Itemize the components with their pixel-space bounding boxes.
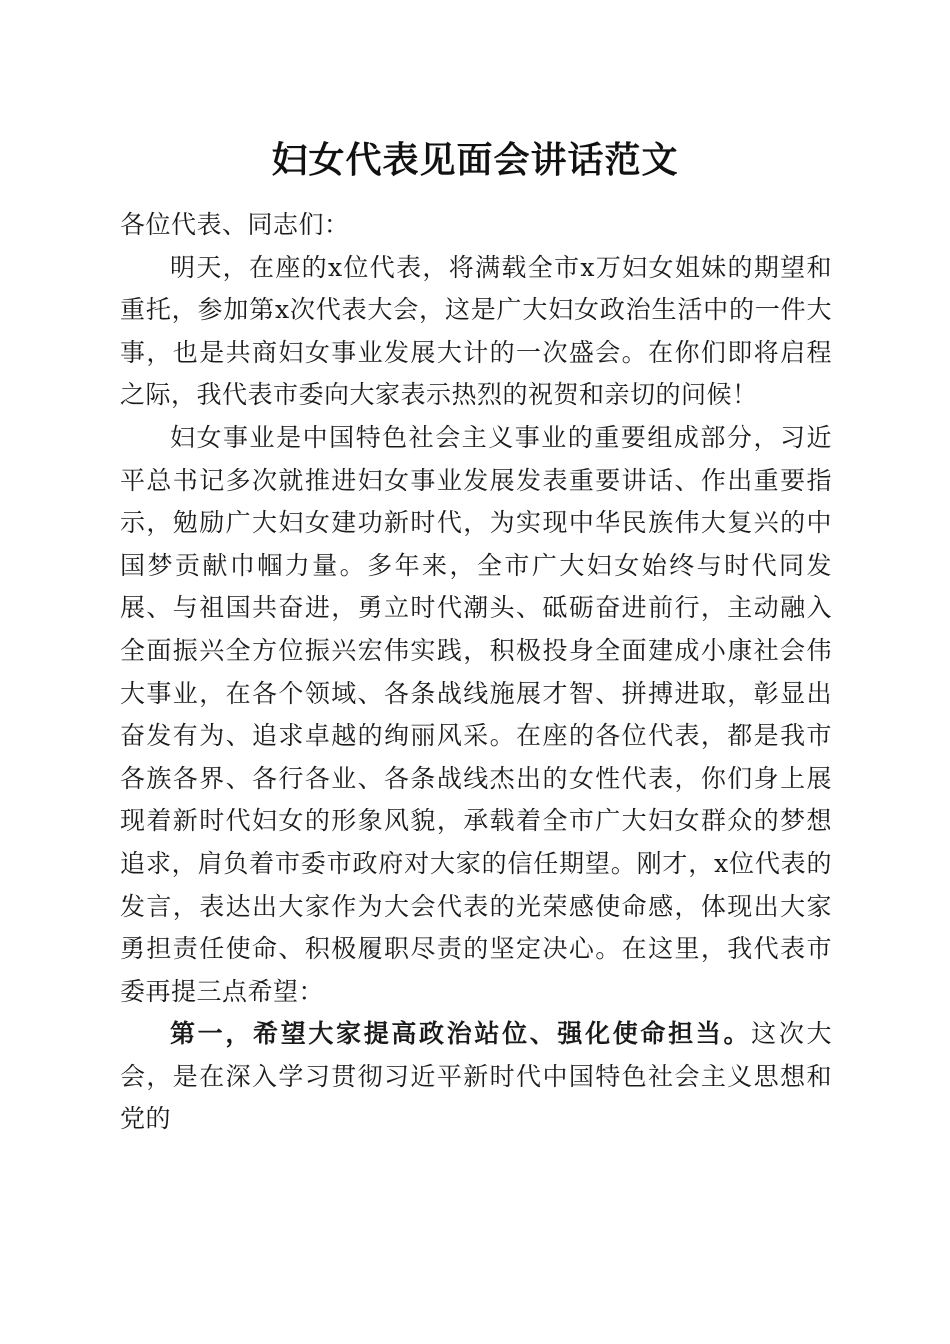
document-title: 妇女代表见面会讲话范文 — [271, 139, 679, 181]
salutation: 各位代表、同志们： — [120, 210, 350, 239]
document-body — [120, 204, 832, 1141]
point-heading: 第一，希望大家提高政治站位、强化使命担当。 — [170, 1019, 752, 1049]
paragraph — [120, 1013, 832, 1141]
paragraph: 明天，在座的x位代表，将满载全市x万妇女姐妹的期望和重托，参加第x次代表大会，这是广大妇女政治生活中的一件大事，也是共商妇女事业发展大计的一次盛会。在你们即将启程之际，我代表市委向大家表示热烈的祝贺和亲切的问候！ — [120, 252, 832, 410]
paragraph: 妇女事业是中国特色社会主义事业的重要组成部分，习近平总书记多次就推进妇女事业发展发表重要讲话、作出重要指示，勉励广大妇女建功新时代，为实现中华民族伟大复兴的中国梦贡献巾帼力量。多年来，全市广大妇女始终与时代同发展、与祖国共奋进，勇立时代潮头、砥砺奋进前行，主动融入全面振兴全方位振兴宏伟实践，积极投身全面建成小康社会伟大事业，在各个领域、各条战线施展才智、拼搏进取，彰显出奋发有为、追求卓越的绚丽风采。在座的各位代表，都是我市各族各界、各行各业、各条战线杰出的女性代表，你们身上展现着新时代妇女的形象风貌，承载着全市广大妇女群众的梦想追求，肩负着市委市政府对大家的信任期望。刚才，x位代表的发言，表达出大家作为大会代表的光荣感使命感，体现出大家勇担责任使命、积极履职尽责的坚定决心。在这里，我代表市委再提三点希望： — [120, 422, 832, 1006]
point-text: 这次大会，是在深入学习贯彻习近平新时代中国特色社会主义思想和党的 — [120, 1019, 832, 1134]
